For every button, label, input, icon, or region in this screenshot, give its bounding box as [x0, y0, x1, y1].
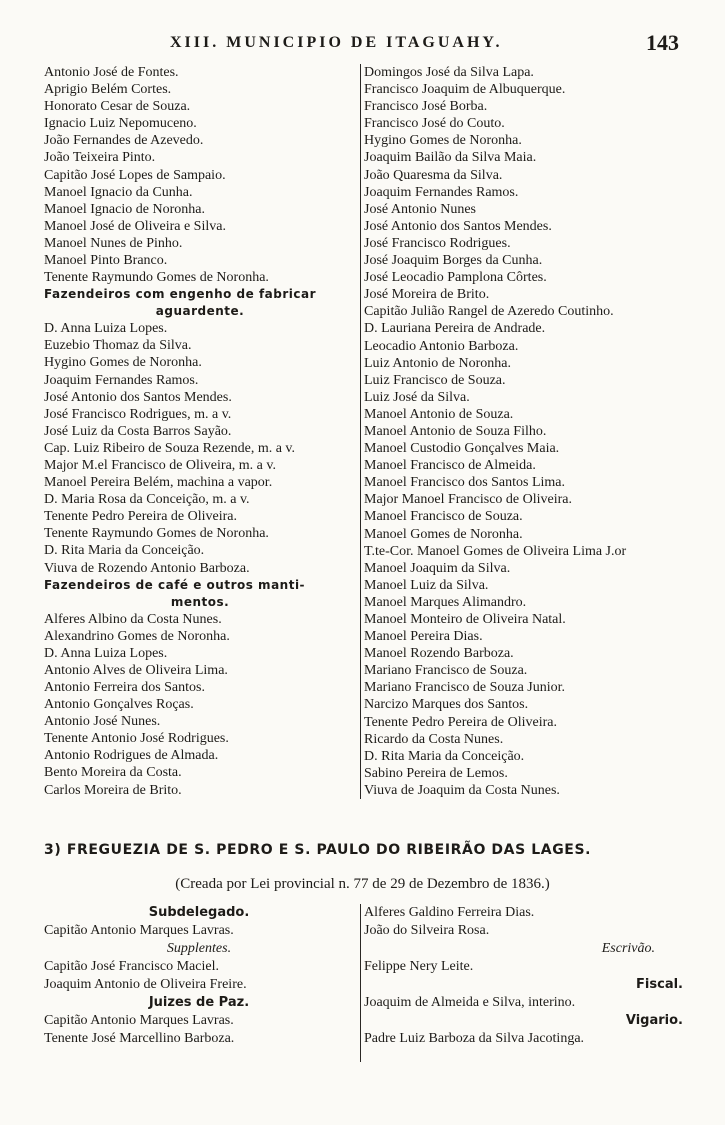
official-entry: Tenente José Marcellino Barboza.	[44, 1031, 235, 1046]
page-header	[0, 30, 725, 60]
list-item: Luiz Antonio de Noronha.	[364, 355, 511, 371]
official-entry: Felippe Nery Leite.	[364, 959, 474, 974]
list-item: Joaquim Fernandes Ramos.	[364, 184, 519, 200]
right-column	[360, 64, 689, 799]
list-item: Tenente Raymundo Gomes de Noronha.	[44, 270, 269, 286]
list-item: Manoel Ignacio de Noronha.	[44, 201, 205, 217]
list-item: José Francisco Rodrigues.	[364, 235, 511, 251]
list-item: Manoel Antonio de Souza.	[364, 406, 514, 422]
list-item: Alexandrino Gomes de Noronha.	[44, 628, 230, 644]
list-item: D. Maria Rosa da Conceição, m. a v.	[44, 492, 250, 508]
official-entry: Joaquim Antonio de Oliveira Freire.	[44, 977, 247, 992]
office-heading: Subdelegado.	[148, 905, 250, 920]
list-item: D. Lauriana Pereira de Andrade.	[364, 321, 546, 337]
list-item: Manoel Pinto Branco.	[44, 253, 168, 269]
list-item: Manoel Monteiro de Oliveira Natal.	[364, 612, 566, 627]
list-item: Manoel Gomes de Noronha.	[364, 526, 523, 542]
list-item: José Moreira de Brito.	[364, 287, 490, 303]
list-item: D. Rita Maria da Conceição.	[364, 748, 525, 764]
page-number: 143	[646, 30, 679, 55]
list-item: Tenente Raymundo Gomes de Noronha.	[44, 526, 269, 542]
list-item: Antonio Alves de Oliveira Lima.	[44, 662, 228, 678]
official-entry: Joaquim de Almeida e Silva, interino.	[364, 995, 576, 1010]
list-item: Aprigio Belém Cortes.	[44, 82, 172, 98]
list-item: Manoel Francisco de Souza.	[364, 509, 523, 525]
list-item: Manoel Francisco de Almeida.	[364, 458, 536, 474]
category-heading: Fazendeiros com engenho de fabricar	[44, 287, 317, 302]
list-item: Antonio José de Fontes.	[44, 65, 179, 80]
list-item: Narcizo Marques dos Santos.	[364, 697, 529, 713]
list-item: João Fernandes de Azevedo.	[44, 133, 204, 149]
list-item: Antonio Rodrigues de Almada.	[44, 748, 219, 764]
listing-columns	[44, 64, 684, 812]
list-item: José Francisco Rodrigues, m. a v.	[44, 406, 232, 422]
list-item: Luiz José da Silva.	[364, 389, 470, 405]
list-item: José Luiz da Costa Barros Sayão.	[44, 423, 232, 439]
list-item: Sabino Pereira de Lemos.	[364, 765, 508, 781]
category-heading: Fazendeiros de café e outros manti-	[44, 577, 306, 592]
list-item: Manoel Francisco dos Santos Lima.	[364, 475, 566, 491]
list-item: Ignacio Luiz Nepomuceno.	[44, 116, 197, 132]
list-item: Manoel Ignacio da Cunha.	[44, 184, 193, 200]
office-heading: Juizes de Paz.	[148, 995, 250, 1010]
list-item: Mariano Francisco de Souza.	[364, 663, 528, 679]
left-column	[44, 64, 356, 799]
list-item: T.te-Cor. Manoel Gomes de Oliveira Lima J.or	[364, 543, 627, 559]
list-item: Manoel Luiz da Silva.	[364, 577, 489, 593]
list-item: Mariano Francisco de Souza Junior.	[364, 680, 566, 696]
list-item: Manoel José de Oliveira e Silva.	[44, 218, 226, 234]
list-item: Euzebio Thomaz da Silva.	[44, 338, 192, 354]
page-title: XIII. MUNICIPIO DE ITAGUAHY.	[170, 34, 503, 51]
list-item: Manoel Marques Alimandro.	[364, 594, 527, 610]
list-item: Manoel Custodio Gonçalves Maia.	[364, 441, 560, 457]
office-heading: Fiscal.	[636, 977, 683, 992]
list-item: Tenente Pedro Pereira de Oliveira.	[44, 509, 237, 525]
list-item: Antonio Gonçalves Roças.	[44, 697, 194, 713]
list-item: Tenente Antonio José Rodrigues.	[44, 731, 229, 747]
list-item: Honorato Cesar de Souza.	[44, 99, 191, 115]
officials-left-column	[44, 904, 354, 1048]
list-item: Francisco José do Couto.	[364, 116, 505, 132]
official-entry: João do Silveira Rosa.	[364, 923, 490, 938]
office-subheading: Supplentes.	[166, 941, 232, 956]
list-item: Bento Moreira da Costa.	[44, 765, 182, 781]
list-item: José Joaquim Borges da Cunha.	[364, 253, 543, 269]
list-item: Leocadio Antonio Barboza.	[364, 338, 519, 354]
list-item: Hygino Gomes de Noronha.	[44, 355, 202, 371]
list-item: Manoel Pereira Dias.	[364, 629, 483, 645]
list-item: Manoel Rozendo Barboza.	[364, 646, 514, 662]
list-item: Hygino Gomes de Noronha.	[364, 133, 522, 149]
list-item: Capitão José Lopes de Sampaio.	[44, 167, 226, 183]
list-item: Manoel Pereira Belém, machina a vapor.	[44, 475, 273, 491]
list-item: José Antonio Nunes	[364, 201, 476, 217]
list-item: José Antonio dos Santos Mendes.	[364, 218, 552, 234]
list-item: Antonio Ferreira dos Santos.	[44, 680, 205, 695]
list-item: Manoel Nunes de Pinho.	[44, 235, 183, 251]
list-item: Francisco Joaquim de Albuquerque.	[364, 82, 566, 98]
office-subheading: Escrivão.	[601, 941, 655, 956]
official-entry: Padre Luiz Barboza da Silva Jacotinga.	[364, 1031, 585, 1046]
list-item: Francisco José Borba.	[364, 99, 488, 115]
list-item: Ricardo da Costa Nunes.	[364, 731, 504, 747]
official-entry: Capitão Antonio Marques Lavras.	[44, 923, 234, 938]
list-item: Carlos Moreira de Brito.	[44, 782, 182, 798]
list-item: Manoel Antonio de Souza Filho.	[364, 423, 547, 439]
list-item: Cap. Luiz Ribeiro de Souza Rezende, m. a v.	[44, 440, 296, 456]
officials-right-column	[360, 904, 689, 1062]
list-item: Tenente Pedro Pereira de Oliveira.	[364, 714, 557, 730]
list-item: D. Anna Luiza Lopes.	[44, 645, 168, 661]
official-entry: Capitão Antonio Marques Lavras.	[44, 1013, 234, 1028]
official-entry: Alferes Galdino Ferreira Dias.	[364, 905, 535, 920]
office-heading: Vigario.	[625, 1013, 683, 1028]
list-item: João Quaresma da Silva.	[364, 167, 503, 183]
list-item: Viuva de Joaquim da Costa Nunes.	[364, 782, 560, 798]
list-item: Manoel Joaquim da Silva.	[364, 560, 511, 576]
section-title: 3) FREGUEZIA DE S. PEDRO E S. PAULO DO RIBEIRÃO DAS LAGES.	[44, 842, 592, 858]
list-item: Luiz Francisco de Souza.	[364, 372, 506, 388]
list-item: Domingos José da Silva Lapa.	[364, 65, 534, 80]
list-item: Alferes Albino da Costa Nunes.	[44, 611, 222, 627]
list-item: Antonio José Nunes.	[44, 714, 161, 730]
list-item: D. Anna Luiza Lopes.	[44, 321, 168, 337]
list-item: Joaquim Bailão da Silva Maia.	[364, 150, 537, 166]
category-heading-continued: mentos.	[170, 594, 230, 609]
list-item: José Antonio dos Santos Mendes.	[44, 389, 232, 405]
list-item: Major M.el Francisco de Oliveira, m. a v.	[44, 457, 276, 473]
list-item: João Teixeira Pinto.	[44, 150, 156, 166]
official-entry: Capitão José Francisco Maciel.	[44, 959, 219, 974]
list-item: Capitão Julião Rangel de Azeredo Coutinho.	[364, 304, 614, 320]
category-heading-continued: aguardente.	[155, 304, 245, 319]
list-item: Viuva de Rozendo Antonio Barboza.	[44, 560, 250, 576]
list-item: Joaquim Fernandes Ramos.	[44, 372, 199, 388]
list-item: D. Rita Maria da Conceição.	[44, 543, 205, 559]
list-item: Major Manoel Francisco de Oliveira.	[364, 492, 572, 508]
list-item: José Leocadio Pamplona Côrtes.	[364, 270, 547, 286]
section-subtitle: (Creada por Lei provincial n. 77 de 29 de Dezembro de 1836.)	[175, 876, 550, 892]
